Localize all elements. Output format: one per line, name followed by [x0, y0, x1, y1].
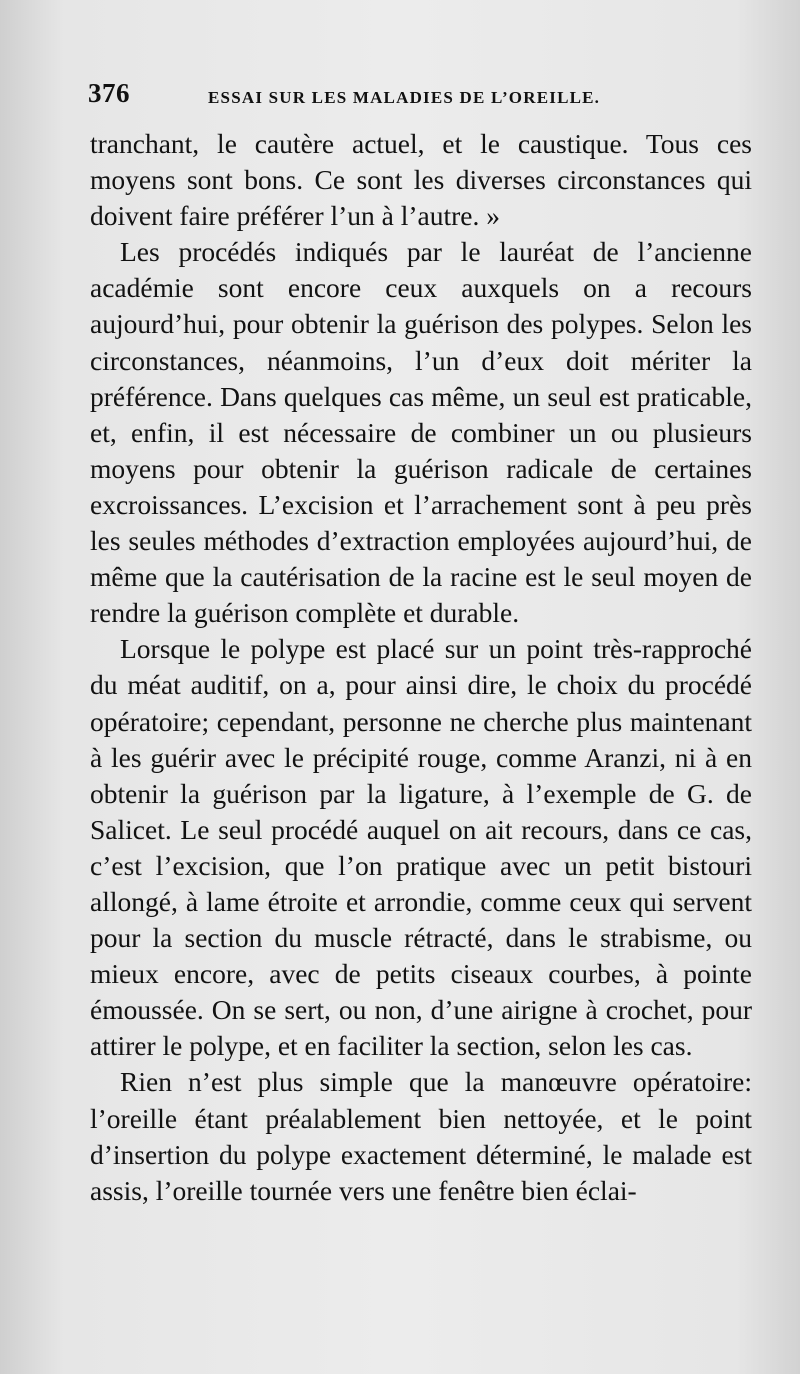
paragraph: Rien n’est plus simple que la manœuvre opératoire: l’oreille étant préalablement bien nettoyée, et le point d’insertion du polype exactement déterminé, le malade est assis, l’oreille tournée vers une fenêtre bien éclai-	[90, 1066, 752, 1206]
body-text	[90, 126, 752, 1209]
page-header	[88, 78, 748, 118]
paragraph: Les procédés indiqués par le lauréat de l’ancienne académie sont encore ceux auxquels on a recours aujourd’hui, pour obtenir la guérison des polypes. Selon les circonstances, néanmoins, l’un d’eux doit mériter la préférence. Dans quelques cas même, un seul est praticable, et, enfin, il est nécessaire de combiner un ou plusieurs moyens pour obtenir la guérison radicale de certaines excroissances. L’excision et l’arrachement sont à peu près les seules méthodes d’extraction employées aujourd’hui, de même que la cautérisation de la racine est le seul moyen de rendre la guérison complète et durable.	[90, 236, 752, 629]
paragraph: Lorsque le polype est placé sur un point très-rapproché du méat auditif, on a, pour ainsi dire, le choix du procédé opératoire; cependant, personne ne cherche plus maintenant à les guérir avec le précipité rouge, comme Aranzi, ni à en obtenir la guérison par la ligature, à l’exemple de G. de Salicet. Le seul procédé auquel on ait recours, dans ce cas, c’est l’excision, que l’on pratique avec un petit bistouri allongé, à lame étroite et arrondie, comme ceux qui servent pour la section du muscle rétracté, dans le strabisme, ou mieux encore, avec de petits ciseaux courbes, à pointe émoussée. On se sert, ou non, d’une airigne à crochet, pour attirer le polype, et en faciliter la section, selon les cas.	[90, 633, 752, 1062]
running-title: ESSAI SUR LES MALADIES DE L’OREILLE.	[208, 88, 601, 107]
page-number: 376	[88, 78, 130, 108]
paragraph-continuation: tranchant, le cautère actuel, et le caustique. Tous ces moyens sont bons. Ce sont les diverses circonstances qui doivent faire préférer l’un à l’autre. »	[90, 128, 752, 232]
